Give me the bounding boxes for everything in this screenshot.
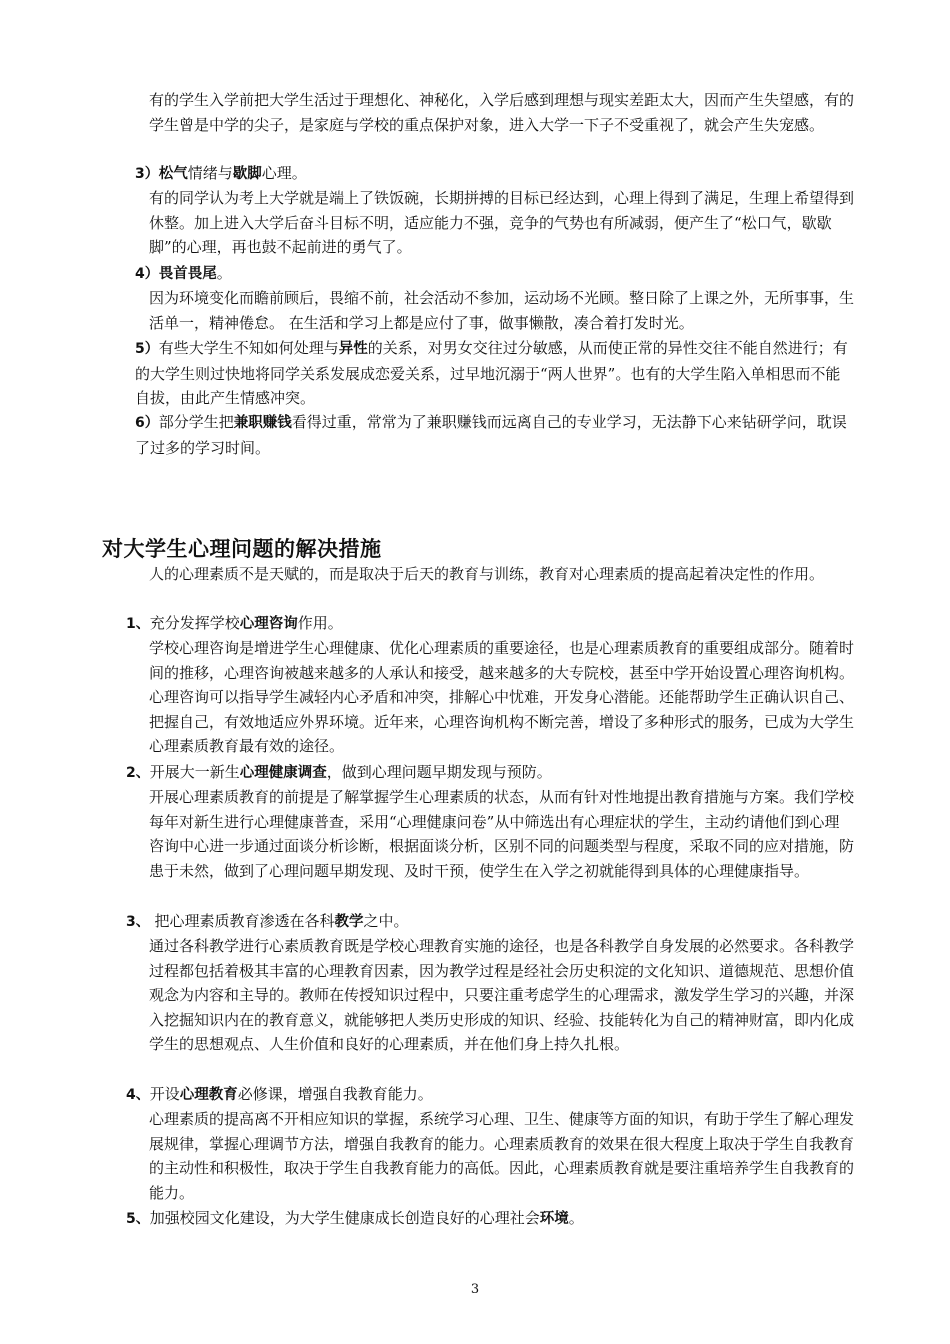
paragraph-course: 心理素质的提高离不开相应知识的掌握，系统学习心理、卫生、健康等方面的知识，有助于学生了解心理发展规律，掌握心理调节方法，增强自我教育的能力。心理素质教育的效果在很大程度上取决于学生自我教育的主动性和积极性，取决于学生自我教育能力的高低。因此，心理素质教育就是要注重培养学生自我教育的能力。 xyxy=(149,1110,855,1202)
bold-term: 歇脚 xyxy=(232,166,262,182)
list-item-3 xyxy=(135,161,855,187)
measure-item-3 xyxy=(126,909,856,935)
item-text: 。 xyxy=(568,1209,584,1227)
item-text: 作用。 xyxy=(297,614,343,632)
bold-term: 兼职赚钱 xyxy=(233,415,292,431)
measure-item-2 xyxy=(126,760,856,786)
list-number: 3、 xyxy=(126,914,150,930)
list-number: 3） xyxy=(135,166,159,182)
list-number: 4） xyxy=(135,266,159,282)
bold-term: 心理健康调查 xyxy=(239,765,327,781)
item-text: 情绪与 xyxy=(187,164,233,182)
list-number: 2、 xyxy=(126,765,150,781)
item-text: 必修课，增强自我教育能力。 xyxy=(237,1085,433,1103)
list-number: 6） xyxy=(135,415,159,431)
item-text: 。 xyxy=(216,264,232,282)
bold-term: 教学 xyxy=(334,914,364,930)
bold-term: 环境 xyxy=(539,1211,569,1227)
bold-term: 心理教育 xyxy=(179,1087,238,1103)
item-text: 看得过重，常常为了兼职赚钱而远离自己的专业学习，无法静下心来钻研学问，耽误了过多的学习时间。 xyxy=(135,413,847,457)
item-text: 心理。 xyxy=(261,164,307,182)
section-heading: 对大学生心理问题的解决措施 xyxy=(102,537,382,561)
list-item-5 xyxy=(135,336,855,411)
list-number: 5） xyxy=(135,341,159,357)
measure-item-4 xyxy=(126,1082,856,1108)
measure-item-1 xyxy=(126,611,856,637)
paragraph-survey: 开展心理素质教育的前提是了解掌握学生心理素质的状态，从而有针对性地提出教育措施与方案。我们学校每年对新生进行心理健康普查，采用“心理健康问卷”从中筛选出有心理症状的学生，主动约请他们到心理咨询中心进一步通过面谈分析诊断，根据面谈分析，区别不同的问题类型与程度，采取不同的应对措施，防患于未然，做到了心理问题早期发现、及时干预，使学生在入学之初就能得到具体的心理健康指导。 xyxy=(149,788,855,880)
page-number: 3 xyxy=(470,1282,480,1297)
bold-term: 心理咨询 xyxy=(239,616,298,632)
item-text: 充分发挥学校 xyxy=(149,614,240,632)
measure-item-5 xyxy=(126,1206,856,1232)
list-number: 1、 xyxy=(126,616,150,632)
item-text: 把心理素质教育渗透在各科 xyxy=(149,912,335,930)
paragraph-teaching: 通过各科教学进行心素质教育既是学校心理教育实施的途径，也是各科教学自身发展的必然要求。各科教学过程都包括着极其丰富的心理教育因素，因为教学过程是经社会历史积淀的文化知识、道德规范、思想价值观念为内容和主导的。教师在传授知识过程中，只要注重考虑学生的心理需求，激发学生学习的兴趣，并深入挖掘知识内在的教育意义，就能够把人类历史形成的知识、经验、技能转化为自己的精神财富，即内化成学生的思想观点、人生价值和良好的心理素质，并在他们身上持久扎根。 xyxy=(149,937,855,1053)
paragraph-section-intro: 人的心理素质不是天赋的，而是取决于后天的教育与训练，教育对心理素质的提高起着决定性的作用。 xyxy=(149,565,825,583)
paragraph-timid: 因为环境变化而瞻前顾后，畏缩不前，社会活动不参加，运动场不光顾。整日除了上课之外，无所事事，生活单一，精神倦怠。 在生活和学习上都是应付了事，做事懒散，凑合着打发时光。 xyxy=(149,289,855,332)
list-number: 5、 xyxy=(126,1211,150,1227)
list-number: 4、 xyxy=(126,1087,150,1103)
item-text: 开展大一新生 xyxy=(149,763,240,781)
item-text: 加强校园文化建设，为大学生健康成长创造良好的心理社会 xyxy=(149,1209,540,1227)
list-item-4 xyxy=(135,261,855,287)
item-text: ，做到心理问题早期发现与预防。 xyxy=(326,763,552,781)
item-text: 之中。 xyxy=(363,912,409,930)
list-item-6 xyxy=(135,410,855,460)
bold-term: 松气 xyxy=(158,166,188,182)
paragraph-relax: 有的同学认为考上大学就是端上了铁饭碗，长期拼搏的目标已经达到，心理上得到了满足，生理上希望得到休整。加上进入大学后奋斗目标不明，适应能力不强，竞争的气势也有所减弱，便产生了“松口气，歇歇脚”的心理，再也鼓不起前进的勇气了。 xyxy=(149,189,855,256)
bold-term: 异性 xyxy=(338,341,368,357)
item-text: 的关系，对男女交往过分敏感，从而使正常的异性交往不能自然进行；有的大学生则过快地将同学关系发展成恋爱关系，过早地沉溺于“两人世界”。也有的大学生陷入单相思而不能自拔，由此产生情感冲突。 xyxy=(135,339,848,407)
item-text: 部分学生把 xyxy=(158,413,234,431)
item-text: 有些大学生不知如何处理与 xyxy=(158,339,339,357)
paragraph-disappointment: 有的学生入学前把大学生活过于理想化、神秘化，入学后感到理想与现实差距太大，因而产生失望感，有的学生曾是中学的尖子，是家庭与学校的重点保护对象，进入大学一下子不受重视了，就会产生失宠感。 xyxy=(149,91,855,134)
item-text: 开设 xyxy=(149,1085,180,1103)
bold-term: 畏首畏尾 xyxy=(158,266,217,282)
paragraph-counseling: 学校心理咨询是增进学生心理健康、优化心理素质的重要途径，也是心理素质教育的重要组成部分。随着时间的推移，心理咨询被越来越多的人承认和接受，越来越多的大专院校，甚至中学开始设置心理咨询机构。心理咨询可以指导学生减轻内心矛盾和冲突，排解心中忧难，开发身心潜能。还能帮助学生正确认识自己、把握自己，有效地适应外界环境。近年来，心理咨询机构不断完善，增设了多种形式的服务，已成为大学生心理素质教育最有效的途径。 xyxy=(149,639,855,755)
